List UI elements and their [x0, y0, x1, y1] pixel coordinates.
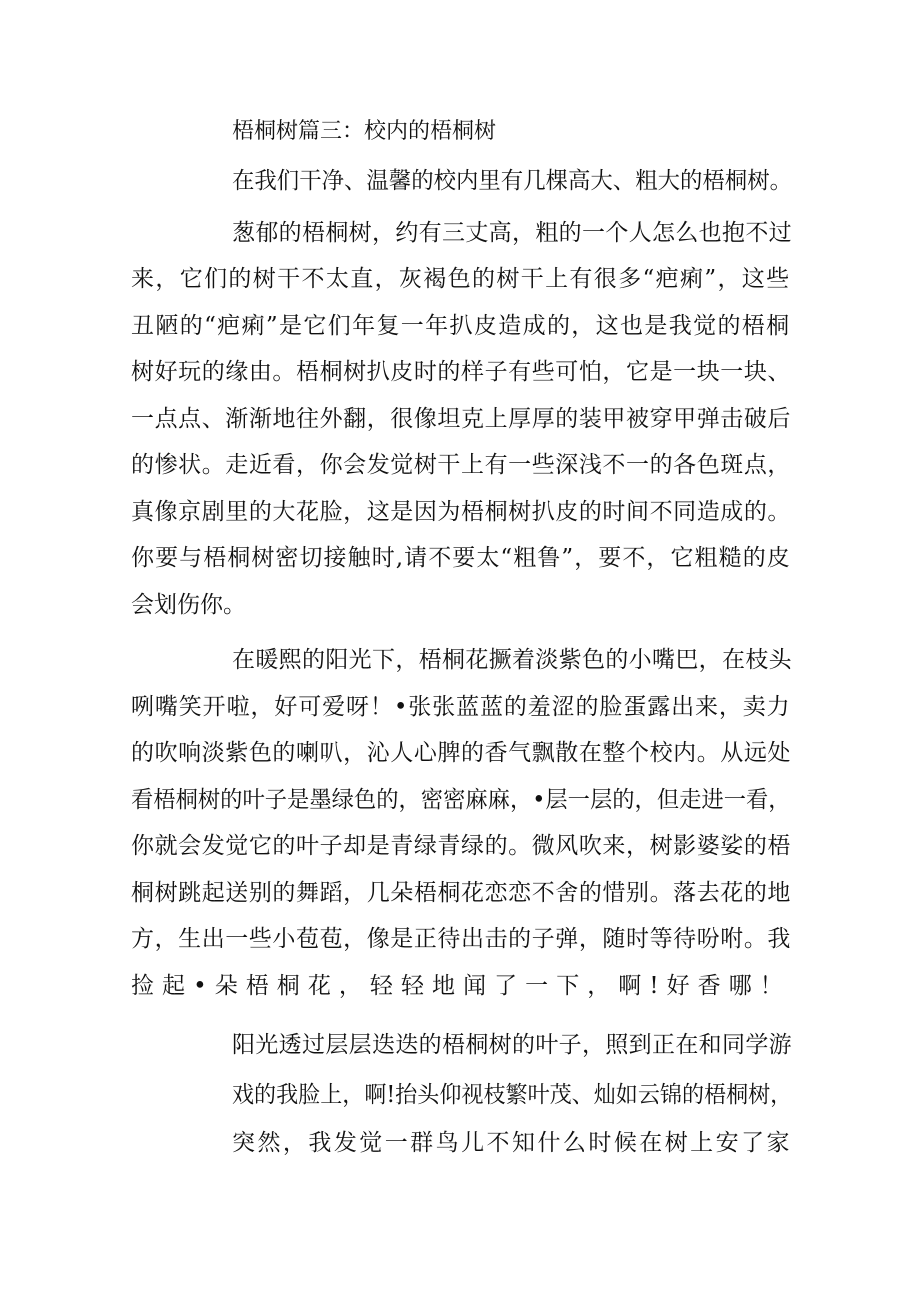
paragraph-line: 戏的我脸上，啊!抬头仰视枝繁叶茂、灿如云锦的梧桐树， [232, 1082, 793, 1108]
paragraph-line: 树好玩的缘由。梧桐树扒皮时的样子有些可怕，它是一块一块、 [131, 359, 791, 385]
paragraph-line: 一点点、渐渐地往外翻，很像坦克上厚厚的装甲被穿甲弹击破后 [131, 406, 791, 432]
paragraph-line: 桐树跳起送别的舞蹈，几朵梧桐花恋恋不舍的惜别。落去花的地 [131, 880, 791, 906]
paragraph-line: 会划伤你。 [131, 592, 246, 618]
paragraph-line: 丑陋的“疤痢”是它们年复一年扒皮造成的，这也是我觉的梧桐 [131, 313, 791, 339]
page-title: 梧桐树篇三：校内的梧桐树 [232, 119, 497, 144]
paragraph-line: 来，它们的树干不太直，灰褐色的树干上有很多“疤痢”，这些 [131, 266, 791, 292]
paragraph-line: 你就会发觉它的叶子却是青绿青绿的。微风吹来，树影婆娑的梧 [131, 833, 791, 859]
paragraph-line: 在暖熙的阳光下，梧桐花撅着淡紫色的小嘴巴，在枝头 [232, 647, 792, 673]
paragraph-line: 看梧桐树的叶子是墨绿色的，密密麻麻，•层一层的，但走进一看， [131, 787, 791, 813]
paragraph-line: 方，生出一些小苞苞，像是正待出击的子弹，随时等待吩咐。我 [131, 926, 791, 952]
paragraph-line: 咧嘴笑开啦，好可爱呀！•张张蓝蓝的羞涩的脸蛋露出来，卖力 [131, 694, 791, 720]
paragraph-line: 捡起•朵梧桐花，轻轻地闻了一下，啊!好香哪！ [131, 973, 791, 999]
paragraph-line: 葱郁的梧桐树，约有三丈高，粗的一个人怎么也抱不过 [232, 220, 792, 246]
intro-line: 在我们干净、温馨的校内里有几棵高大、粗大的梧桐树。 [232, 168, 792, 194]
paragraph-line: 的吹响淡紫色的喇叭，沁人心脾的香气飘散在整个校内。从远处 [131, 740, 791, 766]
paragraph-line: 你要与梧桐树密切接触时,请不要太“粗鲁”，要不，它粗糙的皮 [131, 545, 791, 571]
paragraph-line: 真像京剧里的大花脸，这是因为梧桐树扒皮的时间不同造成的。 [131, 499, 791, 525]
paragraph-line: 突然，我发觉一群鸟儿不知什么时候在树上安了家 [232, 1130, 792, 1156]
paragraph-line: 的惨状。走近看，你会发觉树干上有一些深浅不一的各色斑点， [131, 452, 791, 478]
paragraph-line: 阳光透过层层迭迭的梧桐树的叶子，照到正在和同学游 [232, 1032, 792, 1058]
